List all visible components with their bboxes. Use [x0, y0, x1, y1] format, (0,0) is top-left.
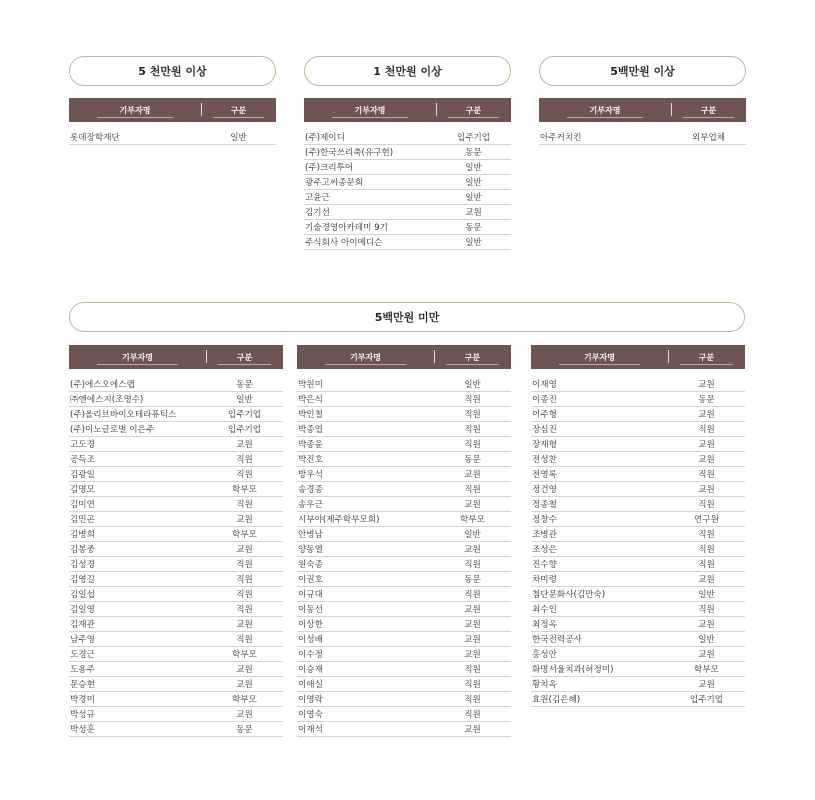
column-header-type: 구분 — [700, 105, 717, 115]
table-row — [69, 497, 283, 512]
donor-name: 주식회사 아이메디슨 — [305, 238, 383, 248]
table-row — [531, 662, 745, 677]
table-row — [69, 452, 283, 467]
table-row — [531, 422, 745, 437]
donor-name: 이애실 — [298, 680, 323, 690]
donor-name: (주)크리투어 — [305, 163, 354, 173]
donor-name: 롯데장학재단 — [70, 133, 120, 143]
donor-name: 남주영 — [70, 635, 95, 645]
donor-type: 교원 — [698, 620, 715, 630]
donor-table-under500-col2 — [297, 345, 511, 737]
donor-type: 교원 — [698, 455, 715, 465]
table-row — [69, 587, 283, 602]
table-row — [539, 130, 746, 145]
donor-type: 교원 — [464, 605, 481, 615]
donor-name: 이영숙 — [298, 710, 323, 720]
donor-type: 동문 — [236, 380, 253, 390]
donor-type: 직원 — [698, 530, 715, 540]
table-row — [297, 467, 511, 482]
donor-type: 입주기업 — [689, 695, 724, 705]
table-row — [304, 130, 511, 145]
section-title-under500: 5백만원 미만 — [69, 302, 745, 332]
donor-type: 일반 — [236, 395, 253, 405]
table-row — [297, 482, 511, 497]
table-row — [297, 692, 511, 707]
donor-name: 이상한 — [298, 620, 323, 630]
donor-type: 일반 — [465, 193, 482, 203]
donor-name: 조병관 — [532, 530, 557, 540]
donor-type: 교원 — [464, 725, 481, 735]
column-header-donor: 기부자명 — [584, 352, 615, 362]
donor-type: 교원 — [236, 665, 253, 675]
donor-type: 교원 — [698, 485, 715, 495]
table-row — [531, 647, 745, 662]
donor-type: 직원 — [464, 560, 481, 570]
table-row — [69, 467, 283, 482]
donor-name: 송우근 — [298, 500, 323, 510]
donor-type: 일반 — [698, 590, 715, 600]
table-row — [531, 677, 745, 692]
column-header-donor: 기부자명 — [589, 105, 621, 115]
donor-name: 전성찬 — [532, 455, 557, 465]
column-header-donor: 기부자명 — [119, 105, 151, 115]
donor-name: 장심진 — [532, 425, 557, 435]
donor-name: 김병희 — [70, 530, 95, 540]
donor-name: 최수인 — [532, 605, 557, 615]
donor-name: 최정옥 — [532, 620, 557, 630]
donor-type: 직원 — [464, 680, 481, 690]
donor-name: 이재영 — [532, 380, 557, 390]
donor-table-1000 — [304, 98, 511, 250]
table-row — [297, 707, 511, 722]
donor-name: 이규대 — [298, 590, 323, 600]
donor-name: 도용주 — [70, 665, 95, 675]
donor-name: 김일섭 — [70, 590, 95, 600]
table-row — [69, 482, 283, 497]
donor-name: 박인철 — [298, 410, 323, 420]
table-row — [69, 647, 283, 662]
table-row — [297, 422, 511, 437]
donor-type: 직원 — [698, 605, 715, 615]
donor-type: 교원 — [236, 515, 253, 525]
donor-name: ㈜엔에스지(조명수) — [70, 395, 144, 405]
table-header — [531, 345, 745, 369]
donor-type: 직원 — [236, 560, 253, 570]
header-underline — [213, 117, 264, 118]
donor-name: 정종철 — [532, 500, 557, 510]
donor-name: 김영길 — [70, 575, 95, 585]
table-row — [531, 452, 745, 467]
table-row — [531, 572, 745, 587]
table-row — [531, 392, 745, 407]
donor-type: 학부모 — [694, 665, 719, 675]
donor-name: 박경미 — [70, 695, 95, 705]
table-row — [69, 437, 283, 452]
donor-table-under500-col1 — [69, 345, 283, 737]
table-row — [69, 557, 283, 572]
table-row — [69, 407, 283, 422]
donor-type: 직원 — [236, 455, 253, 465]
table-row — [531, 512, 745, 527]
table-row — [297, 677, 511, 692]
donor-type: 직원 — [698, 545, 715, 555]
header-underline — [680, 364, 733, 365]
table-row — [69, 632, 283, 647]
table-body — [531, 377, 745, 707]
donor-name: 김명모 — [70, 485, 95, 495]
donor-name: (주)한국쓰리축(유구현) — [305, 148, 394, 158]
donor-table-500 — [539, 98, 746, 145]
donor-name: 진수향 — [532, 560, 557, 570]
donor-type: 교원 — [465, 208, 482, 218]
donor-name: 기술경영아카데미 9기 — [305, 223, 388, 233]
section-title-5000: 5 천만원 이상 — [69, 56, 276, 86]
table-row — [531, 527, 745, 542]
donor-type: 직원 — [464, 410, 481, 420]
donor-name: 이재석 — [298, 725, 323, 735]
donor-name: 박종윤 — [298, 440, 323, 450]
donor-name: 고윤근 — [305, 193, 330, 203]
donor-type: 동문 — [464, 455, 481, 465]
donor-type: 학부모 — [232, 485, 257, 495]
table-row — [531, 692, 745, 707]
table-row — [297, 632, 511, 647]
donor-type: 동문 — [236, 725, 253, 735]
donor-type: 교원 — [698, 680, 715, 690]
donor-name: 이수정 — [298, 650, 323, 660]
donor-type: 직원 — [698, 470, 715, 480]
donor-name: 김성경 — [70, 560, 95, 570]
donor-name: 원숙종 — [298, 560, 323, 570]
donor-name: 박은식 — [298, 395, 323, 405]
donor-type: 직원 — [464, 710, 481, 720]
donor-name: 이영락 — [298, 695, 323, 705]
donor-type: 교원 — [236, 680, 253, 690]
table-row — [69, 602, 283, 617]
donor-type: 교원 — [698, 410, 715, 420]
donor-name: 시부야(제주학부모회) — [298, 515, 380, 525]
table-row — [69, 512, 283, 527]
table-row — [69, 572, 283, 587]
header-underline — [683, 117, 734, 118]
donor-table-under500-col3 — [531, 345, 745, 707]
header-underline — [332, 117, 408, 118]
donor-type: 일반 — [465, 238, 482, 248]
donor-name: (주)에스오에스랩 — [70, 380, 135, 390]
donor-type: 입주기업 — [227, 410, 262, 420]
donor-name: 안병남 — [298, 530, 323, 540]
column-header-donor: 기부자명 — [122, 352, 153, 362]
donor-name: 이주형 — [532, 410, 557, 420]
table-row — [304, 160, 511, 175]
table-row — [297, 512, 511, 527]
table-row — [297, 377, 511, 392]
donor-name: 방우석 — [298, 470, 323, 480]
donor-type: 직원 — [464, 425, 481, 435]
table-row — [297, 572, 511, 587]
table-row — [69, 392, 283, 407]
table-row — [297, 722, 511, 737]
donor-name: 효원(김은혜) — [532, 695, 581, 705]
donor-type: 교원 — [464, 545, 481, 555]
donor-name: 고도경 — [70, 440, 95, 450]
donor-type: 일반 — [698, 635, 715, 645]
donor-type: 직원 — [464, 440, 481, 450]
donor-type: 직원 — [464, 395, 481, 405]
header-divider — [671, 103, 672, 116]
donor-name: 아주커치킨 — [540, 133, 582, 143]
donor-type: 동문 — [465, 223, 482, 233]
donor-type: 교원 — [464, 470, 481, 480]
donor-name: 김민곤 — [70, 515, 95, 525]
table-row — [531, 542, 745, 557]
donor-type: 직원 — [236, 590, 253, 600]
column-header-type: 구분 — [698, 352, 715, 362]
table-row — [297, 617, 511, 632]
donor-name: 김광일 — [70, 470, 95, 480]
donor-name: 박원미 — [298, 380, 323, 390]
donor-type: 학부모 — [232, 650, 257, 660]
donor-name: 전영록 — [532, 470, 557, 480]
donor-name: 차미령 — [532, 575, 557, 585]
donor-name: (주)이노글로벌 이은주 — [70, 425, 155, 435]
column-header-type: 구분 — [465, 105, 482, 115]
donor-type: 교원 — [236, 545, 253, 555]
donor-type: 학부모 — [232, 530, 257, 540]
donor-type: 교원 — [236, 620, 253, 630]
table-row — [304, 205, 511, 220]
donor-name: 황치옥 — [532, 680, 557, 690]
table-row — [531, 467, 745, 482]
donor-name: 공득조 — [70, 455, 95, 465]
donor-name: 박종엽 — [298, 425, 323, 435]
donor-type: 직원 — [236, 575, 253, 585]
table-row — [69, 692, 283, 707]
table-body — [539, 130, 746, 145]
donor-table-5000 — [69, 98, 276, 145]
donor-type: 교원 — [698, 575, 715, 585]
donor-name: 이종진 — [532, 395, 557, 405]
donor-type: 일반 — [464, 530, 481, 540]
donor-type: 일반 — [465, 163, 482, 173]
table-row — [69, 542, 283, 557]
table-row — [69, 677, 283, 692]
donor-name: 박성규 — [70, 710, 95, 720]
table-row — [297, 587, 511, 602]
header-underline — [446, 364, 499, 365]
donor-name: 김봉중 — [70, 545, 95, 555]
table-header — [69, 98, 276, 122]
table-row — [297, 542, 511, 557]
table-row — [297, 647, 511, 662]
donor-type: 일반 — [465, 178, 482, 188]
table-row — [297, 602, 511, 617]
table-row — [304, 190, 511, 205]
table-row — [69, 722, 283, 737]
donor-type: 교원 — [464, 620, 481, 630]
donor-type: 일반 — [230, 133, 247, 143]
table-row — [297, 407, 511, 422]
header-underline — [97, 364, 178, 365]
donor-type: 직원 — [698, 560, 715, 570]
donor-name: 김재관 — [70, 620, 95, 630]
donor-type: 직원 — [236, 635, 253, 645]
table-row — [531, 602, 745, 617]
table-row — [531, 632, 745, 647]
table-row — [531, 497, 745, 512]
table-row — [297, 452, 511, 467]
donor-type: 일반 — [464, 380, 481, 390]
table-body — [69, 130, 276, 145]
donor-name: 김기선 — [305, 208, 330, 218]
donor-type: 직원 — [236, 605, 253, 615]
header-divider — [436, 103, 437, 116]
donor-name: 정창수 — [532, 515, 557, 525]
table-row — [69, 422, 283, 437]
column-header-type: 구분 — [236, 352, 253, 362]
table-row — [69, 662, 283, 677]
header-underline — [218, 364, 271, 365]
column-header-type: 구분 — [230, 105, 247, 115]
donor-type: 직원 — [698, 425, 715, 435]
donor-name: 도경근 — [70, 650, 95, 660]
donor-type: 외부업체 — [691, 133, 726, 143]
donor-name: 이승재 — [298, 665, 323, 675]
table-row — [69, 527, 283, 542]
table-row — [531, 617, 745, 632]
table-row — [297, 662, 511, 677]
donor-name: 김일영 — [70, 605, 95, 615]
donor-type: 교원 — [464, 500, 481, 510]
donor-type: 입주기업 — [227, 425, 262, 435]
donor-name: 한국전력공사 — [532, 635, 582, 645]
table-body — [297, 377, 511, 737]
table-row — [531, 482, 745, 497]
donor-type: 직원 — [698, 500, 715, 510]
donor-type: 동문 — [464, 575, 481, 585]
donor-type: 교원 — [236, 440, 253, 450]
table-row — [297, 527, 511, 542]
donor-type: 동문 — [698, 395, 715, 405]
column-header-donor: 기부자명 — [350, 352, 381, 362]
donor-type: 교원 — [698, 380, 715, 390]
donor-type: 직원 — [464, 485, 481, 495]
donor-type: 직원 — [236, 470, 253, 480]
table-row — [297, 557, 511, 572]
donor-name: 송경종 — [298, 485, 323, 495]
table-row — [304, 220, 511, 235]
header-underline — [567, 117, 643, 118]
donor-name: 장재형 — [532, 440, 557, 450]
donor-name: 양동열 — [298, 545, 323, 555]
donor-name: 박진호 — [298, 455, 323, 465]
table-row — [304, 235, 511, 250]
donor-name: (주)올리브바이오테라퓨틱스 — [70, 410, 177, 420]
table-row — [69, 617, 283, 632]
table-row — [531, 587, 745, 602]
donor-name: 이권호 — [298, 575, 323, 585]
section-title-1000: 1 천만원 이상 — [304, 56, 511, 86]
donor-type: 교원 — [698, 440, 715, 450]
donor-type: 교원 — [236, 710, 253, 720]
header-divider — [206, 350, 207, 363]
table-body — [69, 377, 283, 737]
donor-type: 동문 — [465, 148, 482, 158]
donor-type: 학부모 — [460, 515, 485, 525]
donor-type: 교원 — [698, 650, 715, 660]
donor-type: 교원 — [464, 650, 481, 660]
header-underline — [325, 364, 406, 365]
donor-type: 직원 — [464, 695, 481, 705]
header-underline — [97, 117, 173, 118]
donor-name: 광주고씨종문회 — [305, 178, 364, 188]
table-row — [304, 145, 511, 160]
donor-type: 직원 — [236, 500, 253, 510]
donor-name: 이동선 — [298, 605, 323, 615]
table-body — [304, 130, 511, 250]
column-header-type: 구분 — [464, 352, 481, 362]
donor-type: 학부모 — [232, 695, 257, 705]
donor-name: 박성훈 — [70, 725, 95, 735]
donor-name: 홍성안 — [532, 650, 557, 660]
donor-type: 직원 — [464, 590, 481, 600]
column-header-donor: 기부자명 — [354, 105, 386, 115]
table-row — [304, 175, 511, 190]
table-row — [297, 392, 511, 407]
donor-type: 직원 — [464, 665, 481, 675]
donor-name: 첨단문화사(김만숙) — [532, 590, 606, 600]
header-divider — [668, 350, 669, 363]
header-divider — [201, 103, 202, 116]
table-row — [531, 437, 745, 452]
table-row — [69, 377, 283, 392]
table-row — [531, 377, 745, 392]
table-row — [297, 497, 511, 512]
donor-name: 문승현 — [70, 680, 95, 690]
header-underline — [559, 364, 640, 365]
donor-type: 입주기업 — [456, 133, 491, 143]
donor-name: 이성배 — [298, 635, 323, 645]
section-title-500: 5백만원 이상 — [539, 56, 746, 86]
header-underline — [448, 117, 499, 118]
donor-name: 조성은 — [532, 545, 557, 555]
donor-name: (주)제이디 — [305, 133, 345, 143]
table-header — [69, 345, 283, 369]
table-header — [539, 98, 746, 122]
table-row — [69, 707, 283, 722]
donor-type: 연구원 — [694, 515, 719, 525]
table-row — [69, 130, 276, 145]
table-row — [297, 437, 511, 452]
table-header — [297, 345, 511, 369]
donor-name: 김미연 — [70, 500, 95, 510]
table-header — [304, 98, 511, 122]
table-row — [531, 557, 745, 572]
header-divider — [434, 350, 435, 363]
donor-name: 정건영 — [532, 485, 557, 495]
table-row — [531, 407, 745, 422]
donor-type: 교원 — [464, 635, 481, 645]
donor-name: 화명서울치과(허정미) — [532, 665, 614, 675]
